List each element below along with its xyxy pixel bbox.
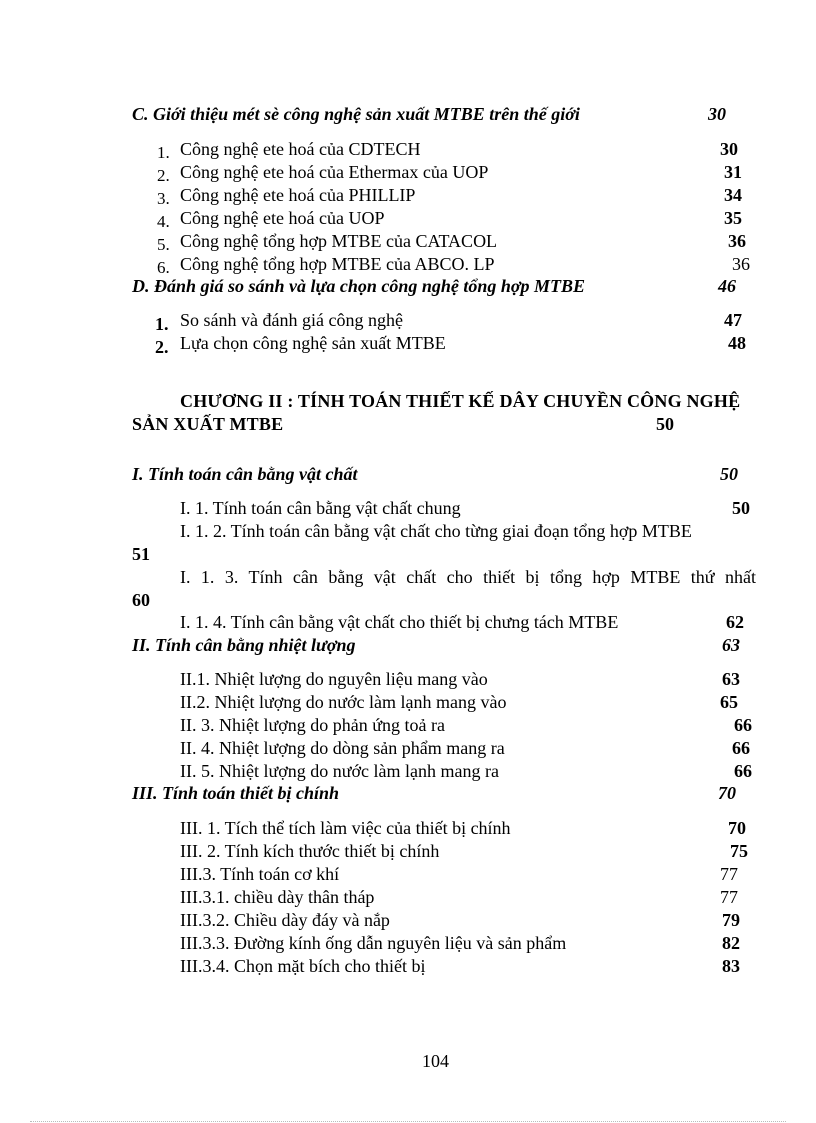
toc-entry-text: Công nghệ tổng hợp MTBE của CATACOL <box>180 231 498 251</box>
toc-entry-text: I. 1. 3. Tính cân bằng vật chất cho thiết bị tổng hợp MTBE thứ nhất <box>180 567 756 587</box>
section-ii-title: II. Tính cân bằng nhiệt lượng <box>132 635 356 655</box>
toc-entry-page: 63 <box>722 669 740 689</box>
toc-entry-page: 82 <box>722 933 740 953</box>
toc-entry-text: I. 1. 4. Tính cân bằng vật chất cho thiết bị chưng tách MTBE <box>180 612 619 632</box>
item-number: 1. <box>157 143 170 162</box>
section-iii-page: 70 <box>718 783 736 803</box>
toc-entry-page: 35 <box>724 208 742 228</box>
toc-entry-page: 77 <box>720 887 738 907</box>
toc-entry-page: 47 <box>724 310 742 330</box>
toc-entry-text: III.3.1. chiều dày thân tháp <box>180 887 375 907</box>
toc-entry-page: 66 <box>734 761 752 781</box>
toc-entry-text: II. 4. Nhiệt lượng do dòng sản phẩm mang ra <box>180 738 505 758</box>
item-number: 4. <box>157 212 170 231</box>
item-number: 2. <box>155 337 169 357</box>
item-number: 5. <box>157 235 170 254</box>
item-number: 6. <box>157 258 170 277</box>
toc-entry-page: 34 <box>724 185 742 205</box>
toc-entry-page: 31 <box>724 162 742 182</box>
toc-entry-text: I. 1. 2. Tính toán cân bằng vật chất cho từng giai đoạn tổng hợp MTBE <box>180 521 692 541</box>
toc-entry-text: So sánh và đánh giá công nghệ <box>180 310 403 330</box>
toc-entry-text: I. 1. Tính toán cân bằng vật chất chung <box>180 498 461 518</box>
page-bottom-border <box>30 1121 786 1122</box>
toc-entry-page: 79 <box>722 910 740 930</box>
toc-entry-text: III.3.4. Chọn mặt bích cho thiết bị <box>180 956 426 976</box>
toc-entry-text: II.2. Nhiệt lượng do nước làm lạnh mang vào <box>180 692 507 712</box>
item-number: 3. <box>157 189 170 208</box>
toc-entry-text: Công nghệ tổng hợp MTBE của ABCO. LP <box>180 254 495 274</box>
section-iii-title: III. Tính toán thiết bị chính <box>132 783 340 803</box>
item-number: 2. <box>157 166 170 185</box>
section-d-page: 46 <box>718 276 736 296</box>
section-c-title: C. Giới thiệu mét sè công nghệ sản xuất MTBE trên thế giới <box>132 104 580 124</box>
toc-entry-text: II. 5. Nhiệt lượng do nước làm lạnh mang ra <box>180 761 499 781</box>
toc-entry-page: 66 <box>734 715 752 735</box>
toc-entry-page: 30 <box>720 139 738 159</box>
toc-entry-page: 50 <box>732 498 750 518</box>
toc-entry-page: 51 <box>132 544 150 564</box>
section-c-page: 30 <box>708 104 726 124</box>
toc-entry-page: 77 <box>720 864 738 884</box>
section-d-title: D. Đánh giá so sánh và lựa chọn công nghệ tổng hợp MTBE <box>132 276 586 296</box>
chapter-heading-line1: CHƯƠNG II : TÍNH TOÁN THIẾT KẾ DÂY CHUYỀN CÔNG NGHỆ <box>180 391 741 411</box>
toc-entry-text: III. 2. Tính kích thước thiết bị chính <box>180 841 440 861</box>
toc-entry-text: Công nghệ ete hoá của CDTECH <box>180 139 421 159</box>
section-i-page: 50 <box>720 464 738 484</box>
toc-entry-text: Công nghệ ete hoá của PHILLIP <box>180 185 416 205</box>
toc-entry-text: Công nghệ ete hoá của Ethermax của UOP <box>180 162 489 182</box>
toc-entry-page: 48 <box>728 333 746 353</box>
page-number: 104 <box>422 1051 449 1071</box>
toc-entry-page: 65 <box>720 692 738 712</box>
toc-entry-text: Lựa chọn công nghệ sản xuất MTBE <box>180 333 446 353</box>
toc-entry-text: Công nghệ ete hoá của UOP <box>180 208 385 228</box>
section-i-title: I. Tính toán cân bằng vật chất <box>132 464 358 484</box>
toc-entry-text: III.3.2. Chiều dày đáy và nắp <box>180 910 390 930</box>
toc-entry-page: 36 <box>732 254 750 274</box>
toc-entry-page: 83 <box>722 956 740 976</box>
toc-entry-page: 36 <box>728 231 746 251</box>
item-number: 1. <box>155 314 169 334</box>
toc-entry-text: III. 1. Tích thể tích làm việc của thiết bị chính <box>180 818 511 838</box>
toc-entry-page: 66 <box>732 738 750 758</box>
chapter-heading-line2: SẢN XUẤT MTBE <box>132 414 284 434</box>
toc-entry-page: 70 <box>728 818 746 838</box>
toc-entry-text: III.3.3. Đường kính ống dẫn nguyên liệu và sản phẩm <box>180 933 567 953</box>
toc-entry-text: III.3. Tính toán cơ khí <box>180 864 340 884</box>
toc-entry-page: 75 <box>730 841 748 861</box>
toc-entry-page: 60 <box>132 590 150 610</box>
toc-entry-text: II.1. Nhiệt lượng do nguyên liệu mang vào <box>180 669 488 689</box>
toc-entry-text: II. 3. Nhiệt lượng do phản ứng toả ra <box>180 715 445 735</box>
chapter-page: 50 <box>656 414 674 434</box>
section-ii-page: 63 <box>722 635 740 655</box>
toc-entry-page: 62 <box>726 612 744 632</box>
